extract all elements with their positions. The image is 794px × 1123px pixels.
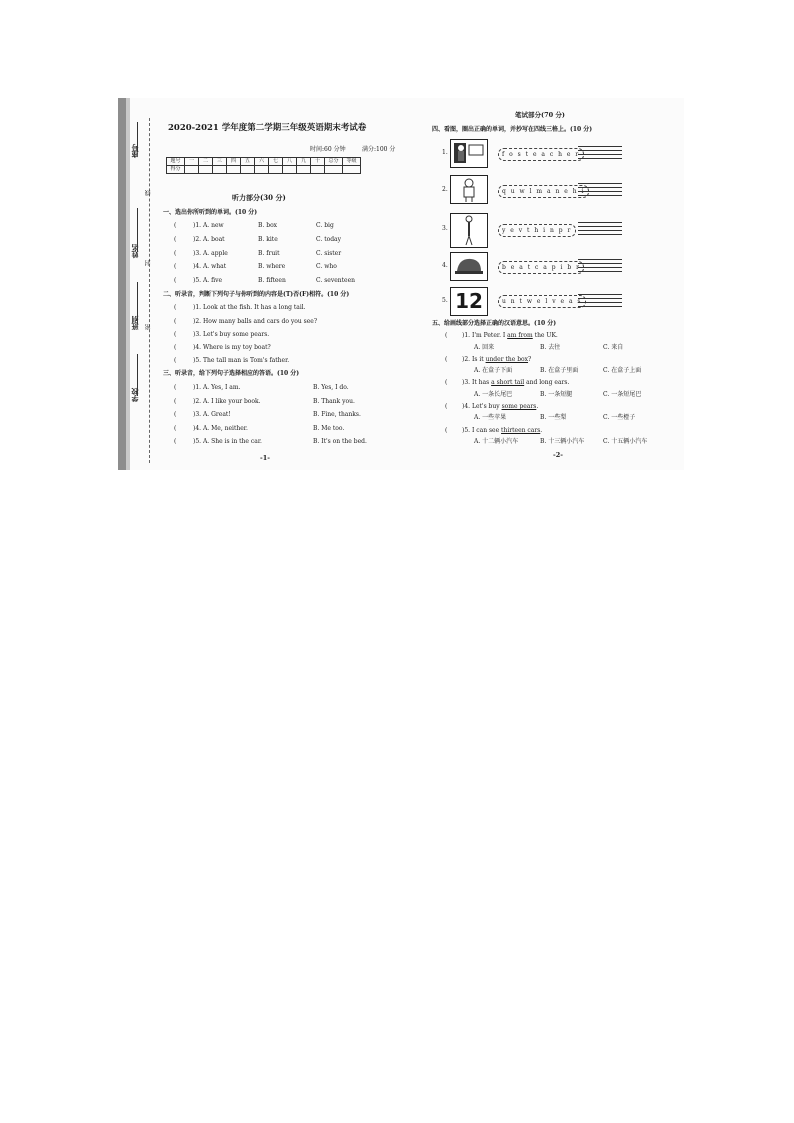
- question-item: )2. A. I like your book.: [193, 398, 261, 405]
- thin-person-picture: [450, 213, 488, 248]
- question-item: )2. Is it under the box?: [462, 356, 532, 363]
- full-score-label: 满分:100 分: [362, 146, 396, 153]
- section1-title: 一、选出你所听到的单词。(10 分): [163, 209, 258, 216]
- option-c: C. 一些橙子: [603, 414, 636, 421]
- question-item: )4. Let's buy some pears.: [462, 403, 539, 410]
- item-number: 5.: [442, 297, 448, 304]
- writing-line: [578, 298, 622, 299]
- writing-line: [578, 195, 622, 196]
- score-cell: 四: [227, 158, 241, 166]
- score-cell: 十: [311, 158, 325, 166]
- option-c: C. 十五辆小汽车: [603, 438, 648, 445]
- writing-line[interactable]: [578, 222, 622, 223]
- seal-mark-close: 密: [145, 324, 152, 330]
- answer-paren[interactable]: (: [445, 427, 448, 434]
- answer-paren[interactable]: (: [174, 236, 177, 243]
- option-b: B. box: [258, 222, 278, 229]
- answer-paren[interactable]: (: [174, 425, 177, 432]
- answer-paren[interactable]: (: [174, 222, 177, 229]
- writing-line: [578, 187, 622, 188]
- option-a: A. 一条长尾巴: [474, 391, 513, 398]
- class-label: 班别: [130, 316, 139, 330]
- question-item: )4. A. Me, neither.: [193, 425, 248, 432]
- question-item: )2. A. boat: [193, 236, 225, 243]
- option-b: B. 在盒子里面: [540, 367, 579, 374]
- option-b: B. Fine, thanks.: [313, 411, 361, 418]
- writing-line: [578, 191, 622, 192]
- score-input-cell[interactable]: [199, 166, 213, 174]
- writing-line[interactable]: [578, 259, 622, 260]
- answer-paren[interactable]: (: [174, 250, 177, 257]
- option-a: A. 在盒子下面: [474, 367, 513, 374]
- score-input-cell[interactable]: [311, 166, 325, 174]
- question-item: )1. Look at the fish. It has a long tail.: [193, 304, 306, 311]
- score-cell: 等级: [343, 158, 361, 166]
- option-c: C. big: [316, 222, 334, 229]
- item-number: 1.: [442, 149, 448, 156]
- option-b: B. 一些梨: [540, 414, 567, 421]
- seal-mark-line: 线: [145, 190, 152, 196]
- score-cell: 总分: [325, 158, 343, 166]
- answer-paren[interactable]: (: [174, 318, 177, 325]
- writing-line: [578, 267, 622, 268]
- writing-line: [578, 230, 622, 231]
- option-b: B. where: [258, 263, 286, 270]
- option-c: C. 在盒子上面: [603, 367, 642, 374]
- score-cell: 五: [241, 158, 255, 166]
- option-c: C. 来自: [603, 344, 624, 351]
- question-item: )1. A. Yes, I am.: [193, 384, 241, 391]
- answer-paren[interactable]: (: [174, 384, 177, 391]
- question-item: )3. A. apple: [193, 250, 228, 257]
- cap-picture: [450, 252, 488, 281]
- answer-paren[interactable]: (: [174, 304, 177, 311]
- page-number: -1-: [260, 454, 270, 462]
- answer-paren[interactable]: (: [174, 357, 177, 364]
- option-b: B. fifteen: [258, 277, 286, 284]
- seal-mark-seal: 封: [145, 260, 152, 266]
- option-c: C. today: [316, 236, 342, 243]
- exam-title: 2020-2021 学年度第二学期三年级英语期末考试卷: [168, 123, 367, 133]
- answer-paren[interactable]: (: [174, 438, 177, 445]
- score-input-cell[interactable]: [255, 166, 269, 174]
- man-picture: [450, 175, 488, 204]
- man-icon: [451, 176, 487, 203]
- answer-paren[interactable]: (: [445, 356, 448, 363]
- score-input-cell[interactable]: [297, 166, 311, 174]
- score-cell: 八: [283, 158, 297, 166]
- question-item: )5. I can see thirteen cars.: [462, 427, 543, 434]
- question-item: )4. Where is my toy boat?: [193, 344, 271, 351]
- seal-line: [149, 118, 150, 463]
- letter-string[interactable]: u n t w e l v e a s: [498, 295, 586, 308]
- seat-line: [137, 122, 138, 152]
- time-label: 时间:60 分钟: [310, 146, 346, 153]
- number-picture: 12: [450, 287, 488, 316]
- answer-paren[interactable]: (: [174, 263, 177, 270]
- answer-paren[interactable]: (: [174, 277, 177, 284]
- question-item: )1. A. new: [193, 222, 224, 229]
- option-a: A. 十二辆小汽车: [474, 438, 519, 445]
- option-c: C. seventeen: [316, 277, 356, 284]
- section4-title: 四、看图，圈出正确的单词，并抄写在四线三格上。(10 分): [432, 126, 593, 133]
- score-input-cell[interactable]: [325, 166, 343, 174]
- question-item: )1. I'm Peter. I am from the UK.: [462, 332, 558, 339]
- letter-string[interactable]: y e v t h i n p r: [498, 224, 576, 237]
- writing-line: [578, 271, 622, 272]
- score-cell: 得分: [167, 166, 185, 174]
- option-b: B. Yes, I do.: [313, 384, 349, 391]
- seat-label: 座号: [130, 144, 139, 158]
- teacher-picture: [450, 139, 488, 168]
- option-b: B. Me too.: [313, 425, 345, 432]
- score-cell: 九: [297, 158, 311, 166]
- option-b: B. 一条短腿: [540, 391, 573, 398]
- teacher-icon: [451, 140, 487, 167]
- written-title: 笔试部分(70 分): [515, 111, 565, 119]
- answer-paren[interactable]: (: [445, 379, 448, 386]
- item-number: 4.: [442, 262, 448, 269]
- score-input-cell[interactable]: [241, 166, 255, 174]
- option-b: B. fruit: [258, 250, 280, 257]
- writing-line: [578, 226, 622, 227]
- question-item: )5. The tall man is Tom's father.: [193, 357, 290, 364]
- writing-line: [578, 150, 622, 151]
- cap-icon: [451, 253, 487, 280]
- thin-person-icon: [451, 214, 487, 247]
- option-b: B. 去往: [540, 344, 561, 351]
- score-cell: 三: [213, 158, 227, 166]
- section2-title: 二、听录音，判断下列句子与你听到的内容是(T)否(F)相符。(10 分): [163, 291, 350, 298]
- score-cell: 六: [255, 158, 269, 166]
- name-label: 姓名: [130, 244, 139, 258]
- writing-line: [578, 234, 622, 235]
- option-c: C. who: [316, 263, 337, 270]
- school-label: 学校: [130, 388, 139, 402]
- question-item: )3. Let's buy some pears.: [193, 331, 270, 338]
- question-item: )2. How many balls and cars do you see?: [193, 318, 318, 325]
- listening-title: 听力部分(30 分): [232, 193, 286, 202]
- option-a: A. 一些苹果: [474, 414, 507, 421]
- score-table-score-row: [167, 166, 361, 174]
- option-c: C. 一条短尾巴: [603, 391, 642, 398]
- letter-string[interactable]: b e a t c a p i b r: [498, 261, 584, 274]
- option-b: B. kite: [258, 236, 278, 243]
- option-b: B. It's on the bed.: [313, 438, 367, 445]
- question-item: )5. A. five: [193, 277, 223, 284]
- score-input-cell[interactable]: [213, 166, 227, 174]
- score-table: [166, 157, 361, 174]
- score-cell: 七: [269, 158, 283, 166]
- answer-paren[interactable]: (: [174, 398, 177, 405]
- answer-paren[interactable]: (: [445, 332, 448, 339]
- page-number: -2-: [553, 451, 563, 459]
- score-input-cell[interactable]: [227, 166, 241, 174]
- answer-paren[interactable]: (: [174, 344, 177, 351]
- option-c: C. sister: [316, 250, 342, 257]
- section3-title: 三、听录音，给下列句子选择相应的答语。(10 分): [163, 370, 300, 377]
- question-item: )3. It has a short tail and long ears.: [462, 379, 570, 386]
- letter-string[interactable]: f o s t e a c h e r: [498, 148, 584, 161]
- score-table-header-row: [167, 158, 361, 166]
- score-input-cell[interactable]: [269, 166, 283, 174]
- writing-line[interactable]: [578, 183, 622, 184]
- item-number: 3.: [442, 225, 448, 232]
- writing-line: [578, 154, 622, 155]
- option-b: B. Thank you.: [313, 398, 355, 405]
- question-item: )5. A. She is in the car.: [193, 438, 262, 445]
- question-item: )4. A. what: [193, 263, 227, 270]
- option-b: B. 十三辆小汽车: [540, 438, 585, 445]
- answer-paren[interactable]: (: [445, 403, 448, 410]
- score-cell: 题号: [167, 158, 185, 166]
- option-a: A. 回来: [474, 344, 495, 351]
- writing-line: [578, 263, 622, 264]
- answer-paren[interactable]: (: [174, 331, 177, 338]
- binding-edge: [118, 98, 126, 470]
- writing-line: [578, 306, 622, 307]
- writing-line: [578, 158, 622, 159]
- writing-line[interactable]: [578, 146, 622, 147]
- item-number: 2.: [442, 186, 448, 193]
- school-line: [137, 354, 138, 396]
- section5-title: 五、给画线部分选择正确的汉语意思。(10 分): [432, 320, 557, 327]
- question-item: )3. A. Great!: [193, 411, 231, 418]
- class-line: [137, 282, 138, 324]
- letter-string[interactable]: q u w l m a n e h i: [498, 185, 589, 198]
- score-cell: 二: [199, 158, 213, 166]
- score-cell: 一: [185, 158, 199, 166]
- name-line: [137, 208, 138, 252]
- score-input-cell[interactable]: [283, 166, 297, 174]
- score-input-cell[interactable]: [185, 166, 199, 174]
- writing-line[interactable]: [578, 294, 622, 295]
- writing-line: [578, 302, 622, 303]
- answer-paren[interactable]: (: [174, 411, 177, 418]
- score-input-cell[interactable]: [343, 166, 361, 174]
